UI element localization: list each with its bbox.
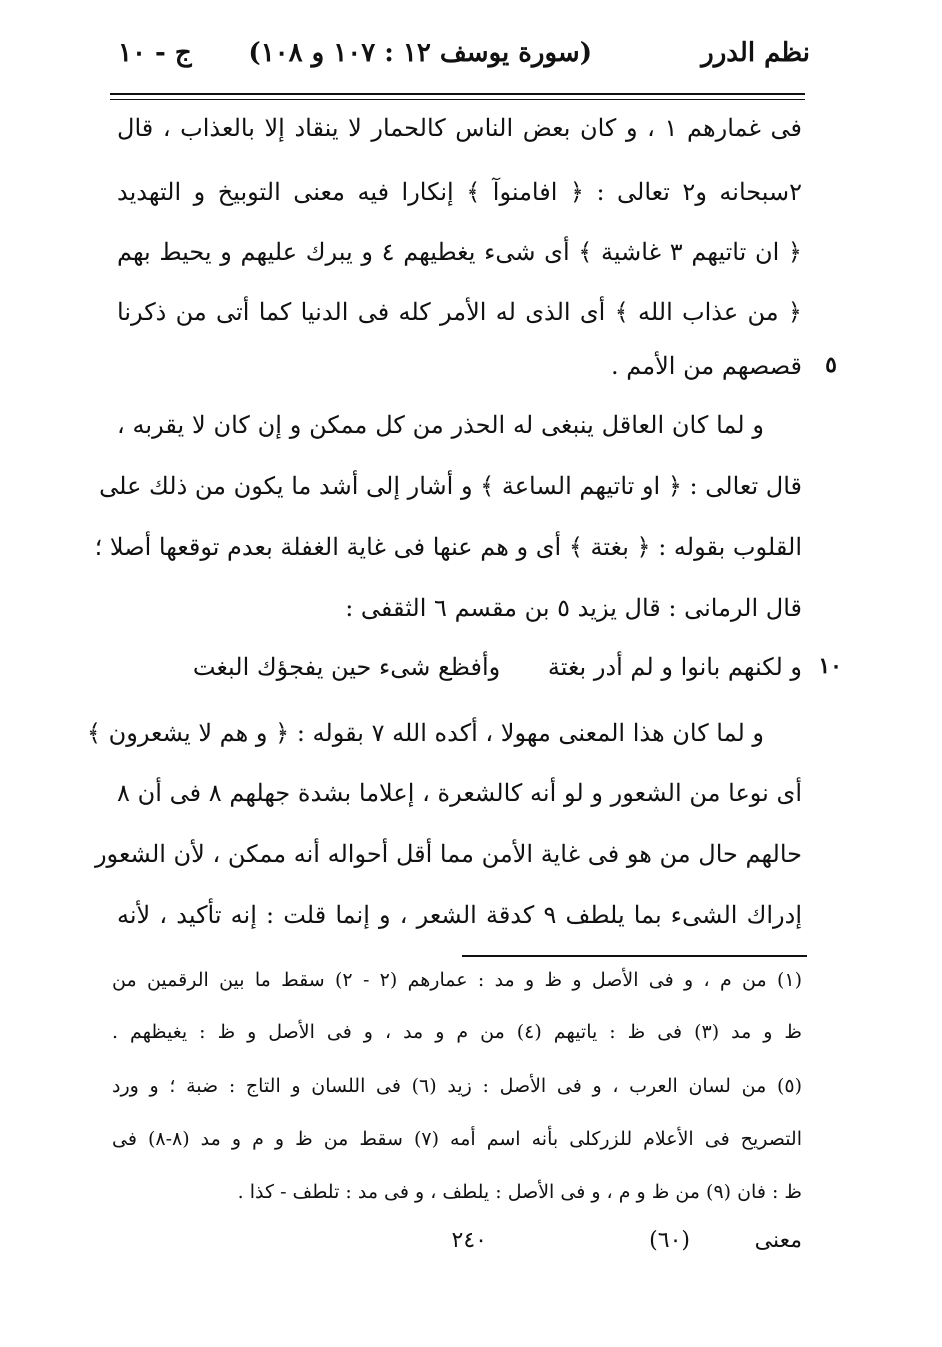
volume-label: ج - ١٠: [118, 38, 192, 68]
body-line: قصصهم من الأمم .: [611, 352, 802, 380]
line-number-10: ١٠: [818, 653, 842, 679]
body-line: ٢سبحانه و٢ تعالى : ﴿ افامنوآ ﴾ إنكارا فيه معنى التوبيخ و التهديد: [117, 178, 802, 206]
footnote-line: (١) من م ، و فى الأصل و ظ و مد : عمارهم (٢ - ٢) سقط ما بين الرقمين من: [112, 969, 803, 991]
body-line: و لما كان هذا المعنى مهولا ، أكده الله ٧ بقوله : ﴿ و هم لا يشعرون ﴾: [86, 719, 764, 747]
header-rule-thin: [110, 99, 805, 100]
book-title: نظم الدرر: [701, 38, 810, 68]
body-line: القلوب بقوله : ﴿ بغتة ﴾ أى و هم عنها فى غاية الغفلة بعدم توقعها أصلا ؛: [94, 533, 802, 561]
footnote-line: ظ و مد (٣) فى ظ : ياتيهم (٤) من م و مد ، و فى الأصل و ظ : يغيظهم .: [112, 1021, 802, 1043]
page-number: ٢٤٠: [451, 1228, 487, 1253]
header-rule: [110, 93, 805, 95]
body-line: و لما كان العاقل ينبغى له الحذر من كل ممكن و إن كان لا يقربه ،: [117, 411, 764, 439]
body-line: أى نوعا من الشعور و لو أنه كالشعرة ، إعلاما بشدة جهلهم ٨ فى أن ٨: [117, 779, 803, 807]
footnote-line: ظ : فان (٩) من ظ و م ، و فى الأصل : يلطف ، و فى مد : تلطف - كذا .: [237, 1181, 802, 1203]
footnote-rule: [462, 955, 807, 957]
body-line: قال تعالى : ﴿ او تاتيهم الساعة ﴾ و أشار إلى أشد ما يكون من ذلك على: [99, 472, 802, 500]
poetry-verse: [152, 647, 802, 687]
line-number-5: ٥: [825, 352, 837, 378]
body-line: فى غمارهم ١ ، و كان بعض الناس كالحمار لا ينقاد إلا بالعذاب ، قال: [117, 114, 802, 142]
body-line: ﴿ ان تاتيهم ٣ غاشية ﴾ أى شىء يغطيهم ٤ و يبرك عليهم و يحيط بهم: [117, 238, 802, 266]
body-line: قال الرمانى : قال يزيد ٥ بن مقسم ٦ الثقفى :: [345, 594, 802, 622]
footnote-line: (٥) من لسان العرب ، و فى الأصل : زيد (٦) فى اللسان و التاج : ضبة ؛ و ورد: [112, 1075, 802, 1097]
footnote-line: التصريح فى الأعلام للزركلى بأنه اسم أمه (٧) سقط من ظ و م و مد (٨-٨) فى: [112, 1128, 802, 1150]
verse-second-hemistich: وأفظع شىء حين يفجؤك البغت: [192, 653, 501, 681]
body-line: إدراك الشىء بما يلطف ٩ كدقة الشعر ، و إنما قلت : إنه تأكيد ، لأنه: [117, 901, 802, 929]
body-line: ﴿ من عذاب الله ﴾ أى الذى له الأمر كله فى الدنيا كما أتى من ذكرنا: [117, 298, 802, 326]
body-line: حالهم حال من هو فى غاية الأمن مما أقل أحواله أنه ممكن ، لأن الشعور: [94, 840, 802, 868]
bracket-number: (٦٠): [649, 1228, 690, 1253]
catchword: معنى: [754, 1228, 802, 1253]
verse-first-hemistich: و لكنهم بانوا و لم أدر بغتة: [547, 653, 802, 681]
surah-reference: (سورة يوسف ١٢ : ١٠٧ و ١٠٨): [248, 38, 592, 68]
